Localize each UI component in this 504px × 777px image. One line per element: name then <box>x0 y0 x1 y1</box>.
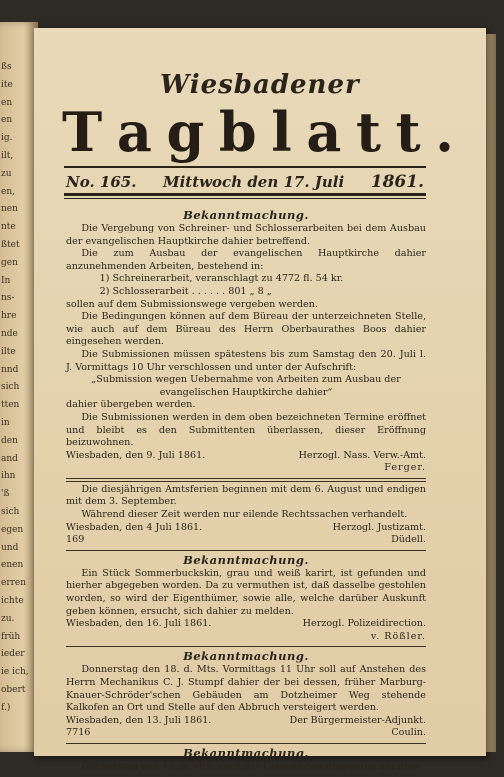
issue-year: 1861. <box>370 172 424 192</box>
notice-text: Die Bedingungen können auf dem Büreau der unterzeichneten Stelle, wie auch auf dem Büreau des Herrn Oberbaurathes Boos dahier eingesehen werden. <box>66 311 426 348</box>
masthead-letter: b <box>218 100 257 164</box>
notice-text: Die diesjährigen Amtsferien beginnen mit dem 6. August und endigen mit dem 3. September. <box>66 483 426 508</box>
signature-place-date: Wiesbaden, den 9. Juli 1861. <box>66 449 206 461</box>
masthead-title <box>62 102 454 162</box>
signature-name: Coulin. <box>391 727 426 739</box>
notice-title: Bekanntmachung. <box>183 649 309 664</box>
facing-page-fragment: sich <box>1 507 20 517</box>
notice-separator <box>66 550 426 551</box>
signature-office: Herzogl. Justizamt. <box>332 521 426 533</box>
notice-text: Donnerstag den 18. d. Mts. nach der Crescenzversteigerung auf dem <box>81 760 419 772</box>
facing-page-fragment: ßs <box>1 62 12 72</box>
facing-page-fragment: en, <box>1 186 15 197</box>
notice-title: Bekanntmachung. <box>183 208 309 222</box>
notice-text: Die Submissionen werden in dem oben bezeichneten Termine eröffnet und bleibt es den Submittenten überlassen, dieser Eröffnung beizuwohnen. <box>66 411 426 449</box>
notice-text: dahier übergeben werden. <box>66 399 196 411</box>
facing-page-fragment: enen <box>1 560 24 571</box>
notice-signature-line <box>66 618 426 631</box>
facing-page-fragment: ihn <box>1 471 16 482</box>
page-stack-edge <box>486 34 496 752</box>
masthead-letter: l <box>271 100 292 164</box>
notice-quote: „Submission wegen Uebernahme von Arbeiten zum Ausbau der evangelischen Hauptkirche dahier“ <box>91 374 401 398</box>
notice-signature-line <box>66 522 426 535</box>
signature-name: Ferger. <box>384 462 426 474</box>
facing-page-fragment: gen <box>1 257 18 268</box>
facing-page-fragment: ie ich, <box>1 667 29 678</box>
facing-page-fragment: ig. <box>1 133 13 144</box>
masthead-letter: . <box>435 100 454 164</box>
masthead-letter: a <box>116 100 152 164</box>
issue-number: No. 165. <box>66 173 137 191</box>
masthead-letter: t <box>355 100 381 164</box>
signature-place-date: Wiesbaden, den 13. Juli 1861. <box>66 714 212 726</box>
signature-name: Düdell. <box>391 534 426 546</box>
notice-signature-line <box>66 450 426 463</box>
notice-signature-line <box>66 534 426 547</box>
masthead-rule-top <box>64 166 426 168</box>
signature-place-date: Wiesbaden, den 16. Juli 1861. <box>66 618 212 630</box>
facing-page-fragment: 'ß <box>1 489 10 500</box>
facing-page-fragment: den <box>1 435 18 446</box>
facing-page-fragment: hre <box>1 311 17 322</box>
notice-signature-line <box>66 715 426 728</box>
notice-list-item: 2) Schlosserarbeit . . . . . . 801 „ 8 „ <box>99 285 272 297</box>
notice-ref-number: 169 <box>66 534 85 546</box>
facing-page-fragment: erren <box>1 578 27 589</box>
signature-office: Herzogl. Nass. Verw.-Amt. <box>298 449 426 461</box>
facing-page-fragment: ilt, <box>1 151 14 161</box>
facing-page-fragment: nnd <box>1 364 19 375</box>
facing-page-fragment: en <box>1 115 13 126</box>
notice-text: sollen auf dem Submissionswege vergeben werden. <box>66 298 318 310</box>
facing-page-fragment: In <box>1 275 11 286</box>
masthead-city: Wiesbadener <box>160 70 360 100</box>
notice-text: Die zum Ausbau der evangelischen Hauptkirche dahier anzunehmenden Arbeiten, bestehend in: <box>66 248 426 272</box>
facing-page-fragment: ns- <box>1 293 15 304</box>
facing-page-fragment: sich <box>1 382 20 393</box>
masthead-rule-thin <box>64 198 426 199</box>
notice-text: Die Submissionen müssen spätestens bis zum Samstag den 20. Juli l. J. Vormittags 10 Uhr verschlossen und unter der Aufschrift: <box>66 348 426 373</box>
facing-page-fragment: en <box>1 97 13 108</box>
facing-page-fragment: und <box>1 542 19 553</box>
signature-name: v. Rößler. <box>370 630 426 642</box>
facing-page-fragment: nte <box>1 222 16 233</box>
notice-list-item: 1) Schreinerarbeit, veranschlagt zu 4772 fl. 54 kr. <box>99 273 344 285</box>
signature-office: Der Bürgermeister-Adjunkt. <box>289 714 426 726</box>
facing-page-fragment: nde <box>1 329 18 339</box>
facing-page-edge <box>0 22 38 752</box>
notice-text: Donnerstag den 18. d. Mts. Vormittags 11 Uhr soll auf Anstehen des Herrn Mechanikus C. J. Stumpf dahier der bei dessen, früher Marburg-Knauer-Schröder'schen Gebäuden am Dotzheimer Weg stehende Kalkofen an Ort und Stelle auf den Abbruch versteigert werden. <box>66 664 426 714</box>
signature-office: Herzogl. Polizeidirection. <box>302 618 426 630</box>
masthead-rule-bottom <box>64 193 426 196</box>
facing-page-fragment: ieder <box>1 649 25 660</box>
notice-ref-number: 7716 <box>66 727 91 739</box>
notice-text: Die Vergebung von Schreiner- und Schlosserarbeiten bei dem Ausbau der evangelischen Hauptkirche dahier betreffend. <box>66 223 426 247</box>
issue-line <box>66 172 424 192</box>
facing-page-fragment: ite <box>1 79 13 90</box>
facing-page-fragment: ilte <box>1 346 16 357</box>
facing-page-fragment: f.) <box>1 702 11 713</box>
notice-signature-line <box>66 727 426 740</box>
facing-page-fragment: früh <box>1 631 21 642</box>
facing-page-fragment: ßtet <box>1 240 20 250</box>
facing-page-fragment: in <box>1 418 10 428</box>
notice-separator <box>66 646 426 647</box>
signature-place-date: Wiesbaden, den 4 Juli 1861. <box>66 521 203 533</box>
notice-title: Bekanntmachung. <box>183 745 309 760</box>
masthead-letter: T <box>62 100 103 164</box>
issue-date: Mittwoch den 17. Juli <box>162 173 345 191</box>
facing-page-fragment: zu <box>1 168 12 179</box>
facing-page-fragment: obert <box>1 685 26 695</box>
facing-page-fragment: and <box>1 453 18 464</box>
facing-page-fragment: ichte <box>1 596 24 606</box>
notices-column <box>66 208 426 774</box>
masthead-letter: a <box>306 100 342 164</box>
notice-separator <box>66 743 426 744</box>
facing-page-fragment: egen <box>1 524 24 535</box>
notice-title: Bekanntmachung. <box>183 552 309 567</box>
masthead-letter: g <box>166 100 205 164</box>
facing-page-fragment: nen <box>1 204 18 215</box>
notice-text: Ein Stück Sommerbuckskin, grau und weiß karirt, ist gefunden und hierher abgegeben worden. Da zu vermuthen ist, daß dasselbe gestohlen worden, so wird der Eigenthümer, sowie alle, welche darüber Auskunft geben können, ersucht, sich dahier zu melden. <box>66 567 426 617</box>
facing-page-fragment: zu. <box>1 613 15 624</box>
masthead-letter: t <box>395 100 421 164</box>
notice-separator <box>66 478 426 482</box>
notice-text: Während dieser Zeit werden nur eilende Rechtssachen verhandelt. <box>81 509 408 521</box>
facing-page-fragment: tten <box>1 400 20 411</box>
